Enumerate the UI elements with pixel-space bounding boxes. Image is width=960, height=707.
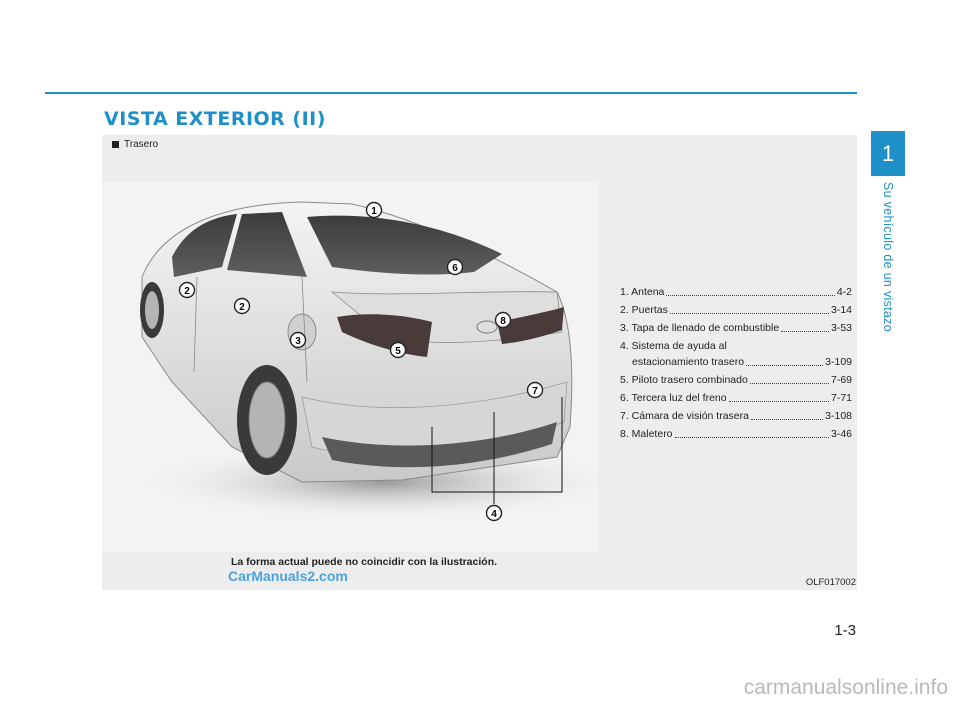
legend-item: 8. Maletero 3-46 [620,428,852,440]
callout-2b [235,299,250,314]
page-title: VISTA EXTERIOR (II) [104,108,326,130]
svg-text:2: 2 [239,302,245,313]
rear-windshield [307,216,502,275]
legend-item: 2. Puertas 3-14 [620,304,852,316]
legend-item: 1. Antena 4-2 [620,286,852,298]
legend-item: 4. Sistema de ayuda al estacionamiento trasero 3-109 [620,340,852,368]
chapter-title: Su vehículo de un vistazo [881,182,895,332]
svg-text:8: 8 [500,316,506,327]
legend-item: 6. Tercera luz del freno 7-71 [620,392,852,404]
view-label-text: Trasero [124,139,159,150]
page-number: 1-3 [834,622,856,639]
rear-rim [249,382,285,458]
callout-1 [367,203,382,218]
legend-list [620,284,852,444]
legend-item: 3. Tapa de llenado de combustible 3-53 [620,322,852,334]
view-label [112,139,158,150]
callout-7 [528,383,543,398]
svg-text:5: 5 [395,346,401,357]
header-rule [45,92,857,94]
callout-3 [291,333,306,348]
svg-text:2: 2 [184,286,190,297]
svg-text:6: 6 [452,263,458,274]
footer-watermark: carmanualsonline.info [743,676,948,699]
svg-text:1: 1 [371,206,377,217]
figure-code: OLF017002 [805,577,856,588]
svg-text:7: 7 [532,386,538,397]
chapter-tab: 1 [871,131,905,176]
svg-text:4: 4 [491,509,497,520]
callout-6 [448,260,463,275]
watermark-link[interactable]: CarManuals2.com [228,568,348,584]
legend-item: 7. Cámara de visión trasera 3-108 [620,410,852,422]
square-bullet-icon [112,141,119,148]
car-rear-illustration [102,182,598,552]
callout-4 [487,506,502,521]
callout-2a [180,283,195,298]
legend-item: 5. Piloto trasero combinado 7-69 [620,374,852,386]
callout-5 [391,343,406,358]
callout-8 [496,313,511,328]
figure-caption: La forma actual puede no coincidir con la ilustración. [230,556,498,568]
front-rim [145,291,159,329]
svg-text:3: 3 [295,336,301,347]
